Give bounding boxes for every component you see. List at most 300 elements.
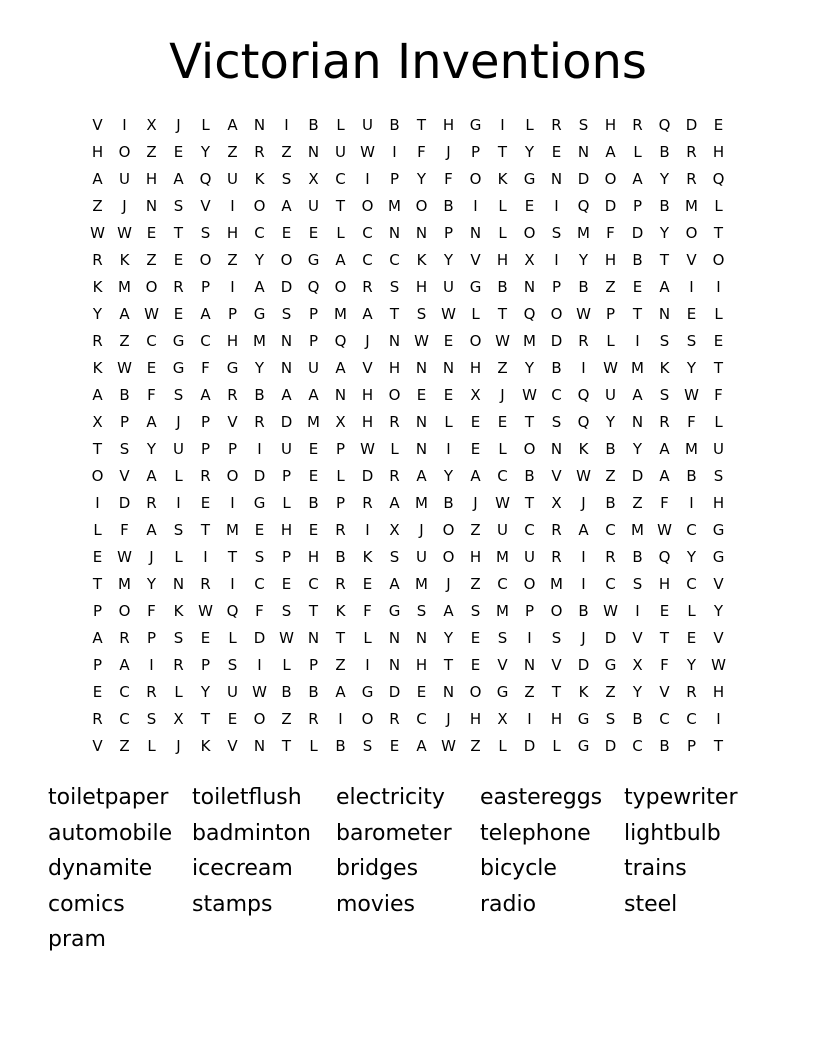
grid-letter: N (253, 116, 266, 134)
grid-letter: B (254, 386, 265, 404)
grid-letter: S (713, 467, 724, 485)
grid-letter: V (92, 116, 103, 134)
grid-letter: S (551, 413, 562, 431)
grid-letter: P (200, 440, 211, 458)
grid-letter: S (281, 170, 292, 188)
grid-letter: W (711, 656, 726, 674)
grid-letter: N (253, 737, 266, 755)
grid-letter: N (307, 143, 320, 161)
grid-letter: W (495, 332, 510, 350)
grid-letter: A (335, 683, 346, 701)
grid-letter: E (146, 359, 157, 377)
grid-letter: C (497, 575, 508, 593)
grid-letter: E (470, 656, 481, 674)
grid-letter: O (604, 170, 617, 188)
grid-letter: X (470, 386, 481, 404)
grid-letter: S (416, 602, 427, 620)
grid-letter: F (417, 143, 426, 161)
grid-letter: H (469, 548, 482, 566)
grid-letter: Z (470, 737, 481, 755)
grid-letter: W (360, 440, 375, 458)
grid-letter: P (92, 602, 103, 620)
grid-letter: H (415, 278, 428, 296)
grid-letter: Z (605, 467, 616, 485)
grid-letter: S (551, 629, 562, 647)
grid-letter: R (92, 251, 103, 269)
grid-letter: I (581, 359, 586, 377)
grid-letter: P (200, 278, 211, 296)
grid-letter: G (577, 737, 590, 755)
grid-letter: I (527, 710, 532, 728)
grid-letter: O (469, 170, 482, 188)
grid-letter: O (415, 197, 428, 215)
grid-letter: W (198, 602, 213, 620)
grid-letter: E (362, 575, 373, 593)
grid-letter: V (200, 197, 211, 215)
grid-letter: M (388, 197, 401, 215)
grid-letter: G (523, 170, 536, 188)
grid-letter: D (280, 278, 293, 296)
grid-letter: R (335, 521, 346, 539)
grid-letter: J (365, 332, 370, 350)
grid-letter: K (92, 359, 103, 377)
grid-letter: L (714, 305, 723, 323)
grid-letter: A (578, 521, 589, 539)
grid-letter: O (442, 548, 455, 566)
grid-letter: T (551, 683, 562, 701)
grid-letter: M (118, 575, 131, 593)
grid-letter: Z (227, 251, 238, 269)
grid-letter: O (712, 251, 725, 269)
grid-letter: N (388, 656, 401, 674)
grid-letter: P (200, 656, 211, 674)
grid-letter: Y (416, 170, 427, 188)
grid-letter: L (552, 737, 561, 755)
word-list-item: toiletflush (192, 785, 302, 810)
grid-letter: C (254, 575, 265, 593)
grid-letter: N (280, 359, 293, 377)
grid-letter: H (280, 521, 293, 539)
grid-letter: S (659, 332, 670, 350)
grid-letter: A (146, 413, 157, 431)
grid-letter: C (308, 575, 319, 593)
grid-letter: A (659, 440, 670, 458)
grid-letter: E (173, 143, 184, 161)
grid-letter: Z (497, 359, 508, 377)
grid-letter: T (335, 629, 346, 647)
grid-letter: R (632, 116, 643, 134)
grid-letter: L (336, 116, 345, 134)
grid-letter: S (578, 116, 589, 134)
grid-letter: O (388, 386, 401, 404)
grid-letter: B (389, 116, 400, 134)
grid-letter: Q (307, 278, 320, 296)
grid-letter: I (527, 629, 532, 647)
grid-letter: B (308, 116, 319, 134)
grid-letter: B (335, 737, 346, 755)
grid-letter: D (604, 737, 617, 755)
grid-letter: F (660, 656, 669, 674)
grid-letter: H (307, 548, 320, 566)
grid-letter: A (254, 278, 265, 296)
grid-letter: B (119, 386, 130, 404)
grid-letter: E (443, 332, 454, 350)
grid-letter: R (173, 656, 184, 674)
grid-letter: M (334, 305, 347, 323)
grid-letter: K (659, 359, 670, 377)
grid-letter: T (92, 575, 103, 593)
grid-letter: W (495, 494, 510, 512)
grid-letter: N (577, 143, 590, 161)
grid-letter: L (309, 737, 318, 755)
grid-letter: D (523, 737, 536, 755)
grid-letter: P (146, 629, 157, 647)
grid-letter: B (659, 143, 670, 161)
grid-letter: H (712, 683, 725, 701)
grid-letter: A (146, 521, 157, 539)
grid-letter: Q (199, 170, 212, 188)
grid-letter: W (603, 602, 618, 620)
word-list-item: bicycle (480, 856, 557, 881)
grid-letter: X (92, 413, 103, 431)
word-list-item: icecream (192, 856, 293, 881)
grid-letter: F (363, 602, 372, 620)
grid-letter: M (577, 224, 590, 242)
grid-letter: T (335, 197, 346, 215)
grid-letter: N (388, 629, 401, 647)
grid-letter: A (416, 467, 427, 485)
grid-letter: F (660, 494, 669, 512)
grid-letter: Z (227, 143, 238, 161)
grid-letter: E (524, 197, 535, 215)
grid-letter: W (117, 359, 132, 377)
grid-letter: I (176, 494, 181, 512)
grid-letter: S (632, 575, 643, 593)
grid-letter: W (576, 467, 591, 485)
grid-letter: Z (335, 656, 346, 674)
grid-letter: A (659, 278, 670, 296)
grid-letter: E (416, 683, 427, 701)
grid-letter: W (441, 737, 456, 755)
grid-letter: Z (632, 494, 643, 512)
grid-row (84, 274, 732, 301)
grid-letter: Q (712, 170, 725, 188)
grid-letter: A (92, 386, 103, 404)
grid-letter: Z (92, 197, 103, 215)
grid-letter: R (92, 332, 103, 350)
grid-letter: H (226, 332, 239, 350)
grid-letter: A (335, 251, 346, 269)
grid-letter: S (389, 548, 400, 566)
grid-letter: N (172, 575, 185, 593)
grid-letter: W (603, 359, 618, 377)
grid-letter: I (257, 440, 262, 458)
grid-letter: X (308, 170, 319, 188)
grid-row (84, 301, 732, 328)
grid-letter: M (307, 413, 320, 431)
grid-letter: V (686, 251, 697, 269)
grid-letter: N (550, 170, 563, 188)
grid-letter: D (253, 467, 266, 485)
grid-letter: I (284, 116, 289, 134)
grid-letter: O (550, 602, 563, 620)
word-list-item: badminton (192, 820, 311, 846)
grid-letter: K (200, 737, 211, 755)
grid-letter: U (443, 278, 454, 296)
word-list-item: toiletpaper (48, 785, 169, 810)
grid-letter: R (551, 521, 562, 539)
word-list-item: typewriter (624, 785, 738, 810)
word-list-item: comics (48, 891, 125, 917)
grid-letter: R (200, 575, 211, 593)
grid-letter: A (416, 737, 427, 755)
grid-letter: Z (281, 710, 292, 728)
grid-letter: W (252, 683, 267, 701)
grid-letter: M (550, 575, 563, 593)
grid-letter: C (497, 467, 508, 485)
grid-letter: Z (524, 683, 535, 701)
grid-letter: O (280, 251, 293, 269)
grid-letter: N (415, 359, 428, 377)
grid-letter: R (389, 413, 400, 431)
grid-letter: L (147, 737, 156, 755)
grid-letter: T (281, 737, 292, 755)
grid-row (84, 490, 732, 517)
grid-letter: Y (254, 359, 265, 377)
grid-letter: E (659, 602, 670, 620)
grid-letter: Y (200, 683, 211, 701)
grid-letter: P (281, 467, 292, 485)
grid-letter: I (365, 656, 370, 674)
grid-letter: P (92, 656, 103, 674)
grid-letter: K (173, 602, 184, 620)
grid-letter: A (632, 170, 643, 188)
grid-letter: P (551, 278, 562, 296)
grid-letter: R (335, 575, 346, 593)
grid-letter: B (659, 737, 670, 755)
grid-letter: B (632, 548, 643, 566)
grid-row (84, 625, 732, 652)
grid-letter: X (173, 710, 184, 728)
grid-letter: Y (524, 359, 535, 377)
grid-letter: V (362, 359, 373, 377)
grid-letter: P (200, 413, 211, 431)
grid-letter: W (90, 224, 105, 242)
grid-letter: O (442, 521, 455, 539)
grid-letter: V (659, 683, 670, 701)
grid-row (84, 517, 732, 544)
grid-row (84, 382, 732, 409)
grid-letter: C (362, 251, 373, 269)
grid-letter: F (255, 602, 264, 620)
grid-letter: H (604, 116, 617, 134)
grid-letter: E (92, 683, 103, 701)
grid-letter: D (280, 413, 293, 431)
grid-letter: B (578, 602, 589, 620)
grid-letter: E (254, 521, 265, 539)
grid-letter: I (230, 494, 235, 512)
word-list-item: eastereggs (480, 785, 603, 810)
grid-letter: R (362, 494, 373, 512)
grid-letter: B (659, 197, 670, 215)
grid-letter: L (498, 197, 507, 215)
grid-letter: C (686, 575, 697, 593)
grid-row (84, 328, 732, 355)
grid-letter: R (551, 548, 562, 566)
grid-letter: W (684, 386, 699, 404)
grid-letter: Q (334, 332, 347, 350)
grid-letter: G (307, 251, 320, 269)
grid-letter: W (522, 386, 537, 404)
grid-letter: H (712, 143, 725, 161)
grid-letter: O (523, 440, 536, 458)
grid-letter: S (200, 224, 211, 242)
grid-letter: N (415, 224, 428, 242)
word-list-item: lightbulb (624, 820, 721, 846)
grid-letter: H (550, 710, 563, 728)
grid-letter: B (497, 278, 508, 296)
grid-letter: T (632, 305, 643, 323)
grid-letter: E (470, 413, 481, 431)
grid-letter: C (416, 710, 427, 728)
grid-letter: N (415, 629, 428, 647)
grid-letter: M (496, 548, 509, 566)
grid-letter: R (389, 710, 400, 728)
grid-letter: L (201, 116, 210, 134)
grid-letter: E (443, 386, 454, 404)
grid-letter: F (147, 386, 156, 404)
grid-letter: N (469, 224, 482, 242)
grid-letter: M (685, 197, 698, 215)
grid-letter: T (389, 305, 400, 323)
grid-letter: W (414, 332, 429, 350)
grid-letter: I (257, 656, 262, 674)
grid-letter: J (176, 413, 181, 431)
grid-letter: I (554, 197, 559, 215)
grid-letter: J (446, 143, 451, 161)
grid-letter: S (416, 305, 427, 323)
grid-letter: P (335, 440, 346, 458)
grid-letter: E (146, 224, 157, 242)
grid-letter: J (473, 494, 478, 512)
grid-letter: L (282, 656, 291, 674)
grid-letter: C (389, 251, 400, 269)
grid-letter: P (389, 170, 400, 188)
grid-letter: J (419, 521, 424, 539)
grid-letter: D (388, 683, 401, 701)
grid-letter: D (550, 332, 563, 350)
grid-letter: L (714, 413, 723, 431)
grid-letter: O (469, 683, 482, 701)
grid-letter: P (308, 332, 319, 350)
grid-letter: K (335, 602, 346, 620)
grid-letter: W (576, 305, 591, 323)
grid-letter: B (605, 494, 616, 512)
grid-letter: R (92, 710, 103, 728)
grid-letter: G (712, 521, 725, 539)
grid-letter: S (254, 548, 265, 566)
grid-letter: I (149, 656, 154, 674)
grid-letter: L (633, 143, 642, 161)
grid-letter: T (227, 548, 238, 566)
grid-letter: U (308, 359, 319, 377)
grid-letter: O (253, 197, 266, 215)
grid-letter: T (713, 737, 724, 755)
grid-letter: M (496, 602, 509, 620)
word-list-item: electricity (336, 785, 445, 810)
grid-letter: T (416, 116, 427, 134)
grid-letter: I (581, 548, 586, 566)
grid-letter: I (689, 278, 694, 296)
grid-letter: B (281, 683, 292, 701)
grid-letter: V (713, 629, 724, 647)
grid-letter: I (230, 197, 235, 215)
grid-letter: O (523, 575, 536, 593)
grid-letter: H (361, 386, 374, 404)
grid-letter: P (308, 656, 319, 674)
grid-letter: K (497, 170, 508, 188)
grid-letter: Z (605, 683, 616, 701)
grid-letter: M (631, 359, 644, 377)
grid-letter: Z (470, 575, 481, 593)
grid-row (84, 355, 732, 382)
grid-letter: O (91, 467, 104, 485)
grid-letter: D (604, 197, 617, 215)
grid-letter: I (689, 494, 694, 512)
grid-letter: H (226, 224, 239, 242)
grid-letter: T (713, 359, 724, 377)
grid-letter: O (118, 602, 131, 620)
grid-letter: N (307, 629, 320, 647)
grid-letter: R (146, 494, 157, 512)
grid-row (84, 706, 732, 733)
grid-letter: W (441, 305, 456, 323)
grid-letter: Y (200, 143, 211, 161)
grid-letter: T (308, 602, 319, 620)
grid-letter: D (361, 467, 374, 485)
grid-letter: S (173, 629, 184, 647)
grid-letter: G (712, 548, 725, 566)
grid-letter: G (253, 305, 266, 323)
grid-letter: O (226, 467, 239, 485)
word-list-item: steel (624, 891, 678, 917)
word-list (48, 780, 768, 958)
grid-letter: M (415, 494, 428, 512)
grid-letter: V (227, 413, 238, 431)
grid-letter: W (360, 143, 375, 161)
grid-letter: R (254, 143, 265, 161)
grid-letter: H (415, 656, 428, 674)
grid-letter: F (714, 386, 723, 404)
grid-letter: H (658, 575, 671, 593)
grid-letter: Y (146, 575, 157, 593)
grid-letter: H (91, 143, 104, 161)
grid-letter: G (253, 494, 266, 512)
grid-letter: T (200, 521, 211, 539)
grid-letter: Y (686, 548, 697, 566)
grid-letter: X (497, 710, 508, 728)
grid-letter: B (308, 494, 319, 512)
grid-letter: X (389, 521, 400, 539)
grid-letter: C (551, 386, 562, 404)
grid-letter: S (173, 521, 184, 539)
grid-letter: E (200, 629, 211, 647)
grid-letter: E (92, 548, 103, 566)
grid-letter: Y (659, 170, 670, 188)
grid-letter: S (281, 305, 292, 323)
grid-letter: Z (146, 251, 157, 269)
word-list-item: dynamite (48, 856, 153, 881)
